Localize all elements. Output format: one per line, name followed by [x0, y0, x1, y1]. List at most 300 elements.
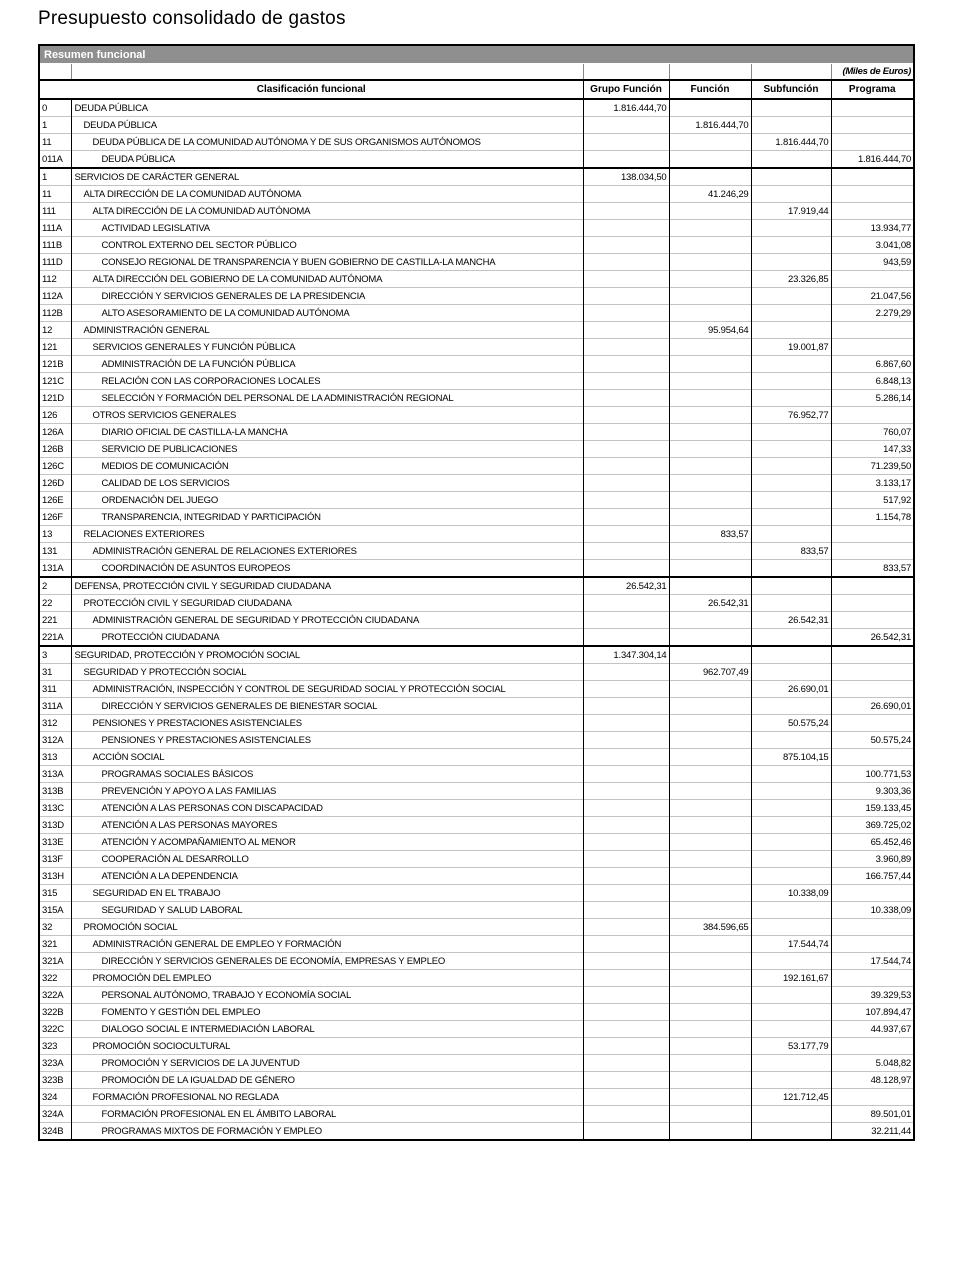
budget-table-body — [39, 99, 914, 1140]
value-subfuncion — [751, 800, 831, 817]
value-funcion — [669, 339, 751, 356]
table-row — [39, 698, 914, 715]
row-label: SERVICIOS DE CARÁCTER GENERAL — [71, 168, 583, 186]
value-funcion — [669, 766, 751, 783]
row-label: ADMINISTRACIÓN GENERAL DE RELACIONES EXTERIORES — [71, 543, 583, 560]
row-code: 313F — [39, 851, 71, 868]
value-programa: 2.279,29 — [831, 305, 914, 322]
row-label: SEGURIDAD Y SALUD LABORAL — [71, 902, 583, 919]
row-code: 11 — [39, 186, 71, 203]
value-funcion — [669, 543, 751, 560]
row-label: ALTA DIRECCIÓN DEL GOBIERNO DE LA COMUNIDAD AUTÓNOMA — [71, 271, 583, 288]
value-programa: 71.239,50 — [831, 458, 914, 475]
value-subfuncion — [751, 220, 831, 237]
table-row — [39, 664, 914, 681]
value-grupo-funcion — [583, 783, 669, 800]
value-subfuncion: 26.542,31 — [751, 612, 831, 629]
table-row — [39, 288, 914, 305]
row-code: 2 — [39, 577, 71, 595]
value-subfuncion — [751, 1072, 831, 1089]
table-row — [39, 987, 914, 1004]
row-code: 011A — [39, 151, 71, 169]
row-label: PREVENCIÓN Y APOYO A LAS FAMILIAS — [71, 783, 583, 800]
row-code: 321 — [39, 936, 71, 953]
value-funcion — [669, 509, 751, 526]
value-programa — [831, 99, 914, 117]
value-programa — [831, 1038, 914, 1055]
row-code: 323B — [39, 1072, 71, 1089]
row-label: DIRECCIÓN Y SERVICIOS GENERALES DE ECONOMÍA, EMPRESAS Y EMPLEO — [71, 953, 583, 970]
row-code: 315A — [39, 902, 71, 919]
value-programa: 760,07 — [831, 424, 914, 441]
value-funcion — [669, 288, 751, 305]
value-grupo-funcion — [583, 356, 669, 373]
value-programa: 159.133,45 — [831, 800, 914, 817]
row-code: 322B — [39, 1004, 71, 1021]
table-row — [39, 868, 914, 885]
table-row — [39, 919, 914, 936]
row-code: 13 — [39, 526, 71, 543]
row-label: PROMOCIÓN DE LA IGUALDAD DE GÉNERO — [71, 1072, 583, 1089]
value-subfuncion — [751, 817, 831, 834]
value-programa: 100.771,53 — [831, 766, 914, 783]
row-code: 1 — [39, 168, 71, 186]
table-row — [39, 237, 914, 254]
table-row — [39, 271, 914, 288]
value-programa: 369.725,02 — [831, 817, 914, 834]
value-programa: 26.542,31 — [831, 629, 914, 647]
value-funcion — [669, 407, 751, 424]
table-row — [39, 1106, 914, 1123]
value-grupo-funcion — [583, 749, 669, 766]
row-code: 121C — [39, 373, 71, 390]
value-programa: 1.154,78 — [831, 509, 914, 526]
row-label: DIALOGO SOCIAL E INTERMEDIACIÓN LABORAL — [71, 1021, 583, 1038]
table-row — [39, 595, 914, 612]
value-subfuncion — [751, 783, 831, 800]
row-label: FORMACIÓN PROFESIONAL NO REGLADA — [71, 1089, 583, 1106]
value-funcion — [669, 373, 751, 390]
value-subfuncion: 121.712,45 — [751, 1089, 831, 1106]
table-row — [39, 1123, 914, 1141]
value-subfuncion — [751, 629, 831, 647]
value-grupo-funcion — [583, 629, 669, 647]
value-programa — [831, 595, 914, 612]
value-subfuncion — [751, 356, 831, 373]
value-subfuncion — [751, 595, 831, 612]
value-programa — [831, 134, 914, 151]
value-programa: 89.501,01 — [831, 1106, 914, 1123]
table-row — [39, 186, 914, 203]
value-subfuncion — [751, 509, 831, 526]
table-row — [39, 99, 914, 117]
section-title: Resumen funcional — [39, 45, 914, 64]
value-grupo-funcion — [583, 987, 669, 1004]
table-row — [39, 577, 914, 595]
row-code: 322C — [39, 1021, 71, 1038]
row-label: PROTECCIÓN CIUDADANA — [71, 629, 583, 647]
value-subfuncion — [751, 373, 831, 390]
value-subfuncion — [751, 834, 831, 851]
value-programa: 9.303,36 — [831, 783, 914, 800]
value-grupo-funcion: 1.816.444,70 — [583, 99, 669, 117]
value-grupo-funcion — [583, 254, 669, 271]
row-code: 312A — [39, 732, 71, 749]
value-programa: 166.757,44 — [831, 868, 914, 885]
row-code: 313D — [39, 817, 71, 834]
row-code: 12 — [39, 322, 71, 339]
value-funcion — [669, 817, 751, 834]
value-funcion — [669, 220, 751, 237]
value-programa — [831, 168, 914, 186]
value-funcion — [669, 698, 751, 715]
value-subfuncion: 17.919,44 — [751, 203, 831, 220]
value-programa — [831, 664, 914, 681]
row-label: PROMOCIÓN SOCIOCULTURAL — [71, 1038, 583, 1055]
row-code: 322A — [39, 987, 71, 1004]
row-code: 313 — [39, 749, 71, 766]
value-grupo-funcion — [583, 902, 669, 919]
value-grupo-funcion: 26.542,31 — [583, 577, 669, 595]
table-row — [39, 492, 914, 509]
value-grupo-funcion — [583, 117, 669, 134]
value-programa — [831, 885, 914, 902]
value-subfuncion: 53.177,79 — [751, 1038, 831, 1055]
value-grupo-funcion — [583, 373, 669, 390]
table-row — [39, 458, 914, 475]
value-subfuncion: 19.001,87 — [751, 339, 831, 356]
value-subfuncion — [751, 646, 831, 664]
value-programa: 44.937,67 — [831, 1021, 914, 1038]
table-row — [39, 526, 914, 543]
row-label: ADMINISTRACIÓN GENERAL — [71, 322, 583, 339]
row-code: 221A — [39, 629, 71, 647]
table-row — [39, 220, 914, 237]
value-programa — [831, 681, 914, 698]
value-funcion — [669, 305, 751, 322]
value-subfuncion — [751, 868, 831, 885]
value-funcion — [669, 1106, 751, 1123]
value-grupo-funcion — [583, 970, 669, 987]
value-programa: 3.960,89 — [831, 851, 914, 868]
value-funcion — [669, 271, 751, 288]
value-grupo-funcion — [583, 492, 669, 509]
unit-row-spacer — [669, 64, 751, 81]
value-programa: 13.934,77 — [831, 220, 914, 237]
value-funcion — [669, 868, 751, 885]
table-row — [39, 783, 914, 800]
table-row — [39, 1055, 914, 1072]
row-label: ALTO ASESORAMIENTO DE LA COMUNIDAD AUTÓNOMA — [71, 305, 583, 322]
value-programa: 26.690,01 — [831, 698, 914, 715]
row-code: 31 — [39, 664, 71, 681]
value-funcion — [669, 390, 751, 407]
value-programa — [831, 203, 914, 220]
row-label: COOPERACIÓN AL DESARROLLO — [71, 851, 583, 868]
row-code: 131 — [39, 543, 71, 560]
value-funcion — [669, 1089, 751, 1106]
value-subfuncion — [751, 1004, 831, 1021]
value-subfuncion — [751, 305, 831, 322]
value-programa: 833,57 — [831, 560, 914, 578]
value-subfuncion: 192.161,67 — [751, 970, 831, 987]
value-grupo-funcion — [583, 1021, 669, 1038]
row-label: ADMINISTRACIÓN DE LA FUNCIÓN PÚBLICA — [71, 356, 583, 373]
row-label: TRANSPARENCIA, INTEGRIDAD Y PARTICIPACIÓN — [71, 509, 583, 526]
table-row — [39, 168, 914, 186]
table-row — [39, 322, 914, 339]
value-funcion — [669, 151, 751, 169]
table-row — [39, 732, 914, 749]
row-code: 126F — [39, 509, 71, 526]
value-programa: 147,33 — [831, 441, 914, 458]
value-funcion — [669, 783, 751, 800]
row-code: 126B — [39, 441, 71, 458]
table-row — [39, 612, 914, 629]
value-programa: 17.544,74 — [831, 953, 914, 970]
value-programa — [831, 919, 914, 936]
value-grupo-funcion — [583, 441, 669, 458]
row-code: 126 — [39, 407, 71, 424]
value-grupo-funcion — [583, 766, 669, 783]
table-row — [39, 134, 914, 151]
value-programa — [831, 117, 914, 134]
row-label: PENSIONES Y PRESTACIONES ASISTENCIALES — [71, 715, 583, 732]
row-label: PROMOCIÓN DEL EMPLEO — [71, 970, 583, 987]
row-code: 311 — [39, 681, 71, 698]
row-code: 131A — [39, 560, 71, 578]
value-programa: 1.816.444,70 — [831, 151, 914, 169]
value-programa — [831, 271, 914, 288]
value-grupo-funcion — [583, 681, 669, 698]
value-grupo-funcion — [583, 732, 669, 749]
value-grupo-funcion — [583, 186, 669, 203]
column-header-grupo-funcion: Grupo Función — [583, 80, 669, 99]
table-row — [39, 885, 914, 902]
value-grupo-funcion — [583, 664, 669, 681]
value-grupo-funcion — [583, 458, 669, 475]
value-funcion — [669, 1021, 751, 1038]
value-grupo-funcion — [583, 851, 669, 868]
value-funcion — [669, 458, 751, 475]
value-programa — [831, 407, 914, 424]
value-grupo-funcion — [583, 509, 669, 526]
row-label: OTROS SERVICIOS GENERALES — [71, 407, 583, 424]
value-subfuncion — [751, 322, 831, 339]
section-header-row — [39, 45, 914, 64]
row-label: FORMACIÓN PROFESIONAL EN EL ÁMBITO LABORAL — [71, 1106, 583, 1123]
value-funcion — [669, 441, 751, 458]
value-subfuncion — [751, 698, 831, 715]
row-label: COORDINACIÓN DE ASUNTOS EUROPEOS — [71, 560, 583, 578]
table-row — [39, 151, 914, 169]
value-programa — [831, 322, 914, 339]
row-code: 324B — [39, 1123, 71, 1141]
value-funcion — [669, 646, 751, 664]
value-subfuncion — [751, 577, 831, 595]
unit-row-spacer — [39, 64, 71, 81]
value-grupo-funcion: 1.347.304,14 — [583, 646, 669, 664]
row-label: CALIDAD DE LOS SERVICIOS — [71, 475, 583, 492]
value-subfuncion: 26.690,01 — [751, 681, 831, 698]
value-funcion — [669, 99, 751, 117]
value-programa — [831, 646, 914, 664]
row-code: 313C — [39, 800, 71, 817]
value-funcion — [669, 715, 751, 732]
value-grupo-funcion — [583, 475, 669, 492]
value-funcion — [669, 834, 751, 851]
value-subfuncion — [751, 851, 831, 868]
value-grupo-funcion — [583, 237, 669, 254]
value-programa: 21.047,56 — [831, 288, 914, 305]
value-subfuncion — [751, 390, 831, 407]
row-code: 315 — [39, 885, 71, 902]
value-subfuncion: 50.575,24 — [751, 715, 831, 732]
value-programa — [831, 186, 914, 203]
row-code: 324A — [39, 1106, 71, 1123]
row-label: ADMINISTRACIÓN GENERAL DE EMPLEO Y FORMACIÓN — [71, 936, 583, 953]
value-funcion — [669, 203, 751, 220]
table-row — [39, 1072, 914, 1089]
value-funcion — [669, 577, 751, 595]
value-programa: 5.048,82 — [831, 1055, 914, 1072]
value-programa: 517,92 — [831, 492, 914, 509]
row-code: 111B — [39, 237, 71, 254]
value-funcion: 26.542,31 — [669, 595, 751, 612]
row-code: 313E — [39, 834, 71, 851]
column-header-programa: Programa — [831, 80, 914, 99]
row-code: 221 — [39, 612, 71, 629]
value-programa: 5.286,14 — [831, 390, 914, 407]
value-programa: 107.894,47 — [831, 1004, 914, 1021]
value-programa — [831, 526, 914, 543]
value-programa — [831, 339, 914, 356]
unit-row-spacer — [583, 64, 669, 81]
row-code: 111 — [39, 203, 71, 220]
table-row — [39, 629, 914, 647]
row-label: PROGRAMAS MIXTOS DE FORMACIÓN Y EMPLEO — [71, 1123, 583, 1141]
value-grupo-funcion — [583, 885, 669, 902]
value-funcion — [669, 1038, 751, 1055]
value-subfuncion: 875.104,15 — [751, 749, 831, 766]
table-row — [39, 715, 914, 732]
value-grupo-funcion — [583, 834, 669, 851]
row-code: 311A — [39, 698, 71, 715]
row-code: 1 — [39, 117, 71, 134]
value-programa — [831, 715, 914, 732]
value-programa: 3.041,08 — [831, 237, 914, 254]
row-code: 11 — [39, 134, 71, 151]
table-row — [39, 203, 914, 220]
value-grupo-funcion — [583, 868, 669, 885]
value-subfuncion — [751, 1106, 831, 1123]
value-programa — [831, 543, 914, 560]
value-funcion: 41.246,29 — [669, 186, 751, 203]
table-row — [39, 1038, 914, 1055]
row-code: 126E — [39, 492, 71, 509]
value-grupo-funcion — [583, 305, 669, 322]
value-funcion — [669, 424, 751, 441]
row-label: ATENCIÓN A LA DEPENDENCIA — [71, 868, 583, 885]
row-label: CONSEJO REGIONAL DE TRANSPARENCIA Y BUEN GOBIERNO DE CASTILLA-LA MANCHA — [71, 254, 583, 271]
value-funcion: 384.596,65 — [669, 919, 751, 936]
row-label: MEDIOS DE COMUNICACIÓN — [71, 458, 583, 475]
row-code: 126A — [39, 424, 71, 441]
row-label: ORDENACIÓN DEL JUEGO — [71, 492, 583, 509]
row-label: DIRECCIÓN Y SERVICIOS GENERALES DE BIENESTAR SOCIAL — [71, 698, 583, 715]
value-grupo-funcion — [583, 203, 669, 220]
row-label: SEGURIDAD EN EL TRABAJO — [71, 885, 583, 902]
row-code: 111A — [39, 220, 71, 237]
value-funcion — [669, 1123, 751, 1141]
row-code: 112B — [39, 305, 71, 322]
value-grupo-funcion — [583, 220, 669, 237]
value-funcion — [669, 885, 751, 902]
value-grupo-funcion — [583, 424, 669, 441]
row-label: ADMINISTRACIÓN GENERAL DE SEGURIDAD Y PROTECCIÓN CIUDADANA — [71, 612, 583, 629]
value-programa: 48.128,97 — [831, 1072, 914, 1089]
value-grupo-funcion — [583, 322, 669, 339]
row-label: SEGURIDAD Y PROTECCIÓN SOCIAL — [71, 664, 583, 681]
value-grupo-funcion — [583, 339, 669, 356]
table-row — [39, 953, 914, 970]
value-funcion — [669, 475, 751, 492]
value-subfuncion — [751, 99, 831, 117]
row-code: 126C — [39, 458, 71, 475]
unit-note-row — [39, 64, 914, 81]
value-funcion — [669, 134, 751, 151]
value-subfuncion — [751, 168, 831, 186]
value-programa: 65.452,46 — [831, 834, 914, 851]
row-label: ATENCIÓN A LAS PERSONAS MAYORES — [71, 817, 583, 834]
value-programa: 32.211,44 — [831, 1123, 914, 1141]
column-header-funcion: Función — [669, 80, 751, 99]
table-row — [39, 390, 914, 407]
value-programa — [831, 612, 914, 629]
value-grupo-funcion — [583, 936, 669, 953]
value-grupo-funcion — [583, 612, 669, 629]
value-grupo-funcion — [583, 288, 669, 305]
table-row — [39, 424, 914, 441]
table-row — [39, 902, 914, 919]
row-code: 126D — [39, 475, 71, 492]
value-programa: 39.329,53 — [831, 987, 914, 1004]
value-funcion — [669, 953, 751, 970]
value-subfuncion — [751, 664, 831, 681]
value-grupo-funcion — [583, 1055, 669, 1072]
value-funcion — [669, 560, 751, 578]
table-row — [39, 560, 914, 578]
value-funcion — [669, 254, 751, 271]
value-subfuncion — [751, 151, 831, 169]
value-subfuncion — [751, 766, 831, 783]
value-subfuncion: 10.338,09 — [751, 885, 831, 902]
value-grupo-funcion — [583, 715, 669, 732]
value-grupo-funcion — [583, 953, 669, 970]
row-label: DIARIO OFICIAL DE CASTILLA-LA MANCHA — [71, 424, 583, 441]
table-row — [39, 254, 914, 271]
row-code: 3 — [39, 646, 71, 664]
value-subfuncion: 17.544,74 — [751, 936, 831, 953]
value-subfuncion — [751, 919, 831, 936]
row-code: 32 — [39, 919, 71, 936]
row-label: ATENCIÓN A LAS PERSONAS CON DISCAPACIDAD — [71, 800, 583, 817]
row-label: PENSIONES Y PRESTACIONES ASISTENCIALES — [71, 732, 583, 749]
value-funcion — [669, 356, 751, 373]
value-subfuncion — [751, 732, 831, 749]
row-label: PROMOCIÓN SOCIAL — [71, 919, 583, 936]
table-row — [39, 646, 914, 664]
